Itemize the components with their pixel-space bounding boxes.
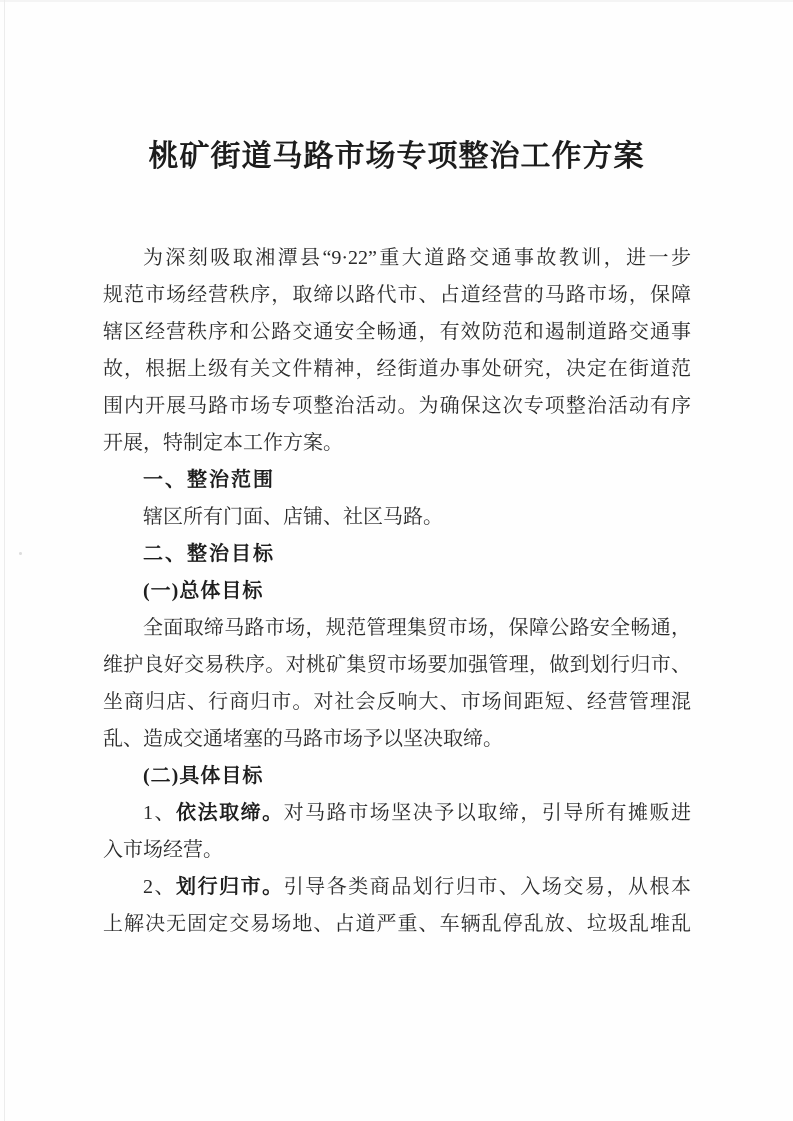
numbered-item-line bbox=[103, 795, 691, 832]
paragraph-line: 辖区所有门面、店铺、社区马路。 bbox=[143, 506, 443, 528]
item-term: 划行归市。 bbox=[176, 876, 284, 898]
scan-artifact-edge-line bbox=[4, 0, 5, 1121]
subsection-heading-2: (二)具体目标 bbox=[143, 765, 264, 787]
paragraph-line: 全面取缔马路市场，规范管理集贸市场，保障公路安全畅通， bbox=[143, 617, 691, 639]
numbered-item-line bbox=[103, 869, 691, 906]
item-text: 对马路市场坚决予以取缔，引导所有摊贩进 bbox=[283, 802, 691, 824]
paragraph-line: 乱、造成交通堵塞的马路市场予以坚决取缔。 bbox=[103, 728, 503, 750]
paragraph-line: 围内开展马路市场专项整治活动。为确保这次专项整治活动有序 bbox=[103, 395, 691, 417]
paragraph-line: 为深刻吸取湘潭县“9·22”重大道路交通事故教训，进一步 bbox=[143, 247, 691, 269]
paragraph-line: 维护良好交易秩序。对桃矿集贸市场要加强管理，做到划行归市、 bbox=[103, 654, 691, 676]
paragraph-line: 入市场经营。 bbox=[103, 839, 223, 861]
item-term: 依法取缔。 bbox=[176, 802, 284, 824]
paragraph-line: 规范市场经营秩序，取缔以路代市、占道经营的马路市场，保障 bbox=[103, 284, 691, 306]
item-number: 2、 bbox=[143, 876, 177, 898]
scan-artifact-speck bbox=[19, 552, 22, 555]
paragraph-line: 坐商归店、行商归市。对社会反响大、市场间距短、经营管理混 bbox=[103, 691, 691, 713]
document-title: 桃矿街道马路市场专项整治工作方案 bbox=[148, 140, 645, 173]
item-number: 1、 bbox=[143, 802, 177, 824]
paragraph-line: 辖区经营秩序和公路交通安全畅通，有效防范和遏制道路交通事 bbox=[103, 321, 691, 343]
section-heading-2: 二、整治目标 bbox=[143, 543, 275, 565]
paragraph-line: 故，根据上级有关文件精神，经街道办事处研究，决定在街道范 bbox=[103, 358, 691, 380]
paragraph-line: 上解决无固定交易场地、占道严重、车辆乱停乱放、垃圾乱堆乱 bbox=[103, 913, 691, 935]
scan-artifact-top-band bbox=[0, 0, 793, 2]
item-text: 引导各类商品划行归市、入场交易，从根本 bbox=[283, 876, 691, 898]
subsection-heading-1: (一)总体目标 bbox=[143, 580, 264, 602]
section-heading-1: 一、整治范围 bbox=[143, 469, 275, 491]
document-body bbox=[103, 240, 691, 943]
paragraph-line: 开展，特制定本工作方案。 bbox=[103, 432, 343, 454]
